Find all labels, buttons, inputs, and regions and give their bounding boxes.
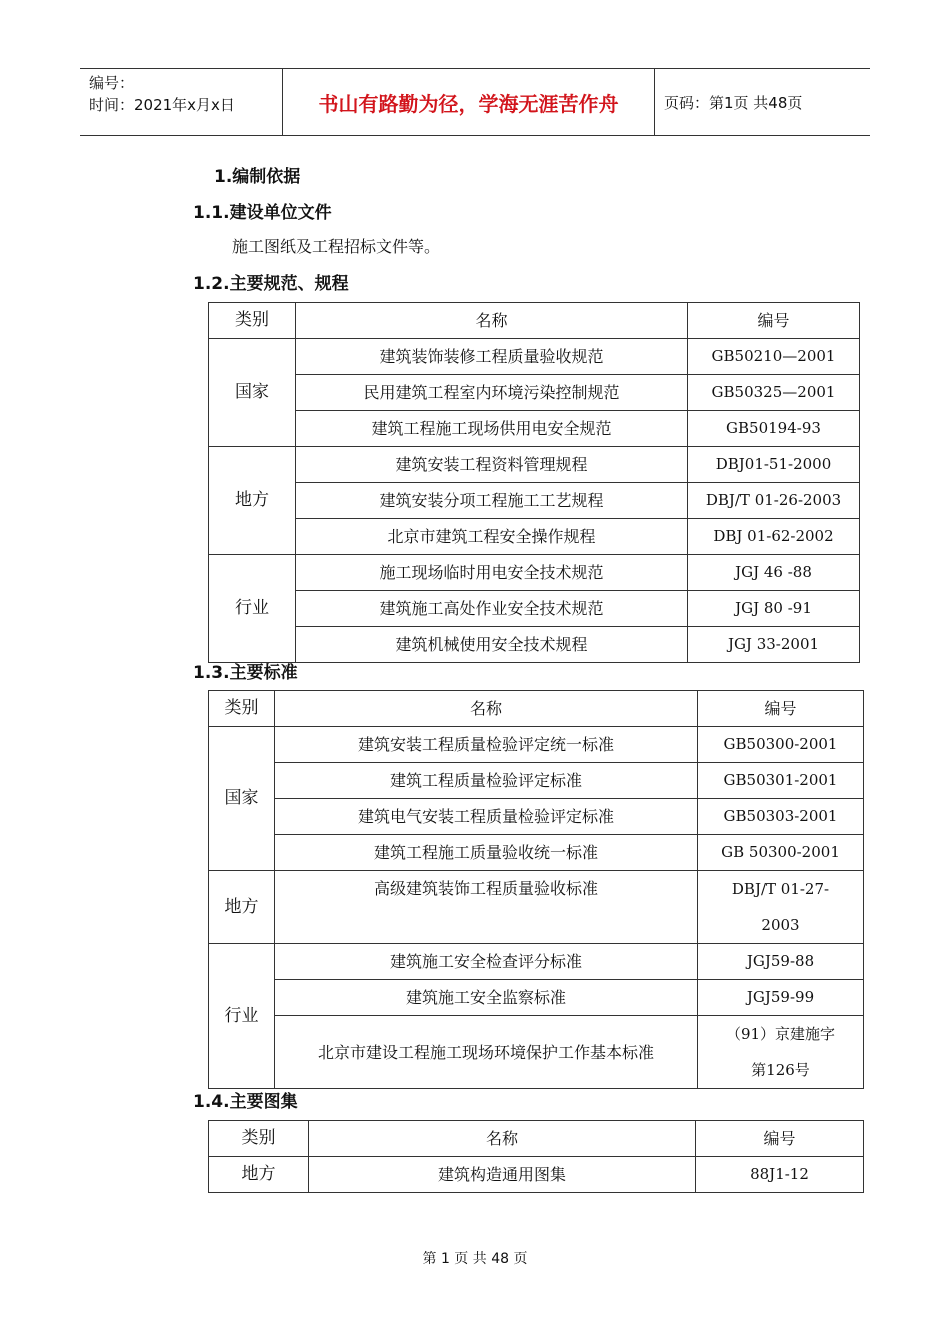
section-heading-1-3: 1.3.主要标准 (193, 663, 298, 683)
code-line: DBJ/T 01-27- (731, 880, 830, 898)
code-line: 2003 (761, 916, 800, 934)
code-cell: GB50301-2001 (698, 763, 864, 799)
section-heading-1-1: 1.1.建设单位文件 (193, 203, 332, 223)
col-header-category: 类别 (209, 1121, 309, 1157)
name-cell: 建筑电气安装工程质量检验评定标准 (275, 799, 698, 835)
name-cell: 建筑工程施工现场供用电安全规范 (296, 411, 688, 447)
table-row (209, 1157, 864, 1193)
col-header-name: 名称 (275, 691, 698, 727)
table-row (209, 339, 860, 375)
name-cell: 建筑施工高处作业安全技术规范 (296, 591, 688, 627)
code-cell: JGJ59-99 (698, 980, 864, 1016)
category-cell: 地方 (209, 1157, 309, 1193)
category-cell: 国家 (209, 727, 275, 871)
page-footer: 第 1 页 共 48 页 (422, 1251, 528, 1267)
table-header-row (209, 303, 860, 339)
code-cell: GB50325—2001 (688, 375, 860, 411)
name-cell: 建筑安装分项工程施工工艺规程 (296, 483, 688, 519)
standards-table (208, 690, 864, 1089)
category-cell: 地方 (209, 447, 296, 555)
code-cell: 88J1-12 (696, 1157, 864, 1193)
section-heading-1: 1.编制依据 (214, 167, 301, 187)
code-line: （91）京建施字 (725, 1025, 836, 1043)
atlas-table (208, 1120, 864, 1193)
col-header-name: 名称 (296, 303, 688, 339)
section-heading-1-4: 1.4.主要图集 (193, 1092, 298, 1112)
code-cell: GB50303-2001 (698, 799, 864, 835)
section-1-1-text: 施工图纸及工程招标文件等。 (232, 237, 441, 256)
table-row (209, 727, 864, 763)
code-cell: GB50300-2001 (698, 727, 864, 763)
table-row (209, 944, 864, 980)
category-cell: 国家 (209, 339, 296, 447)
header-motto: 书山有路勤为径，学海无涯苦作舟 (283, 69, 655, 135)
col-header-name: 名称 (309, 1121, 696, 1157)
code-cell: DBJ01-51-2000 (688, 447, 860, 483)
code-cell (698, 871, 864, 944)
section-heading-1-2: 1.2.主要规范、规程 (193, 274, 349, 294)
col-header-category: 类别 (209, 691, 275, 727)
table-row (209, 519, 860, 555)
name-cell: 建筑机械使用安全技术规程 (296, 627, 688, 663)
header-meta (80, 69, 283, 135)
table-row (209, 447, 860, 483)
header-time: 时间：2021年x月x日 (89, 96, 235, 114)
name-cell: 建筑工程质量检验评定标准 (275, 763, 698, 799)
code-cell: JGJ 46 -88 (688, 555, 860, 591)
name-cell: 北京市建筑工程安全操作规程 (296, 519, 688, 555)
name-cell: 施工现场临时用电安全技术规范 (296, 555, 688, 591)
code-cell: DBJ 01-62-2002 (688, 519, 860, 555)
page-header (80, 68, 870, 136)
table-row (209, 411, 860, 447)
name-cell: 建筑构造通用图集 (309, 1157, 696, 1193)
table-row (209, 799, 864, 835)
category-cell: 行业 (209, 555, 296, 663)
category-cell: 地方 (209, 871, 275, 944)
category-cell: 行业 (209, 944, 275, 1089)
header-number: 编号： (89, 74, 135, 92)
code-cell: GB50194-93 (688, 411, 860, 447)
code-cell: JGJ 80 -91 (688, 591, 860, 627)
table-row (209, 483, 860, 519)
table-row (209, 980, 864, 1016)
name-cell: 民用建筑工程室内环境污染控制规范 (296, 375, 688, 411)
name-cell: 建筑工程施工质量验收统一标准 (275, 835, 698, 871)
code-cell: GB50210—2001 (688, 339, 860, 375)
name-cell: 建筑施工安全检查评分标准 (275, 944, 698, 980)
name-cell: 高级建筑装饰工程质量验收标准 (275, 871, 698, 944)
table-header-row (209, 691, 864, 727)
col-header-category: 类别 (209, 303, 296, 339)
col-header-code: 编号 (696, 1121, 864, 1157)
col-header-code: 编号 (688, 303, 860, 339)
code-cell: DBJ/T 01-26-2003 (688, 483, 860, 519)
regulations-table (208, 302, 860, 663)
col-header-code: 编号 (698, 691, 864, 727)
table-row (209, 375, 860, 411)
code-cell: JGJ59-88 (698, 944, 864, 980)
table-header-row (209, 1121, 864, 1157)
header-page-info: 页码：第1页 共48页 (664, 93, 803, 112)
table-row (209, 591, 860, 627)
name-cell: 北京市建设工程施工现场环境保护工作基本标准 (275, 1016, 698, 1089)
name-cell: 建筑施工安全监察标准 (275, 980, 698, 1016)
table-row (209, 835, 864, 871)
table-row (209, 555, 860, 591)
name-cell: 建筑安装工程质量检验评定统一标准 (275, 727, 698, 763)
name-cell: 建筑装饰装修工程质量验收规范 (296, 339, 688, 375)
code-cell (698, 1016, 864, 1089)
table-row (209, 871, 864, 944)
table-row (209, 1016, 864, 1089)
code-cell: JGJ 33-2001 (688, 627, 860, 663)
name-cell: 建筑安装工程资料管理规程 (296, 447, 688, 483)
code-line: 第126号 (751, 1061, 810, 1079)
table-row (209, 627, 860, 663)
code-cell: GB 50300-2001 (698, 835, 864, 871)
table-row (209, 763, 864, 799)
